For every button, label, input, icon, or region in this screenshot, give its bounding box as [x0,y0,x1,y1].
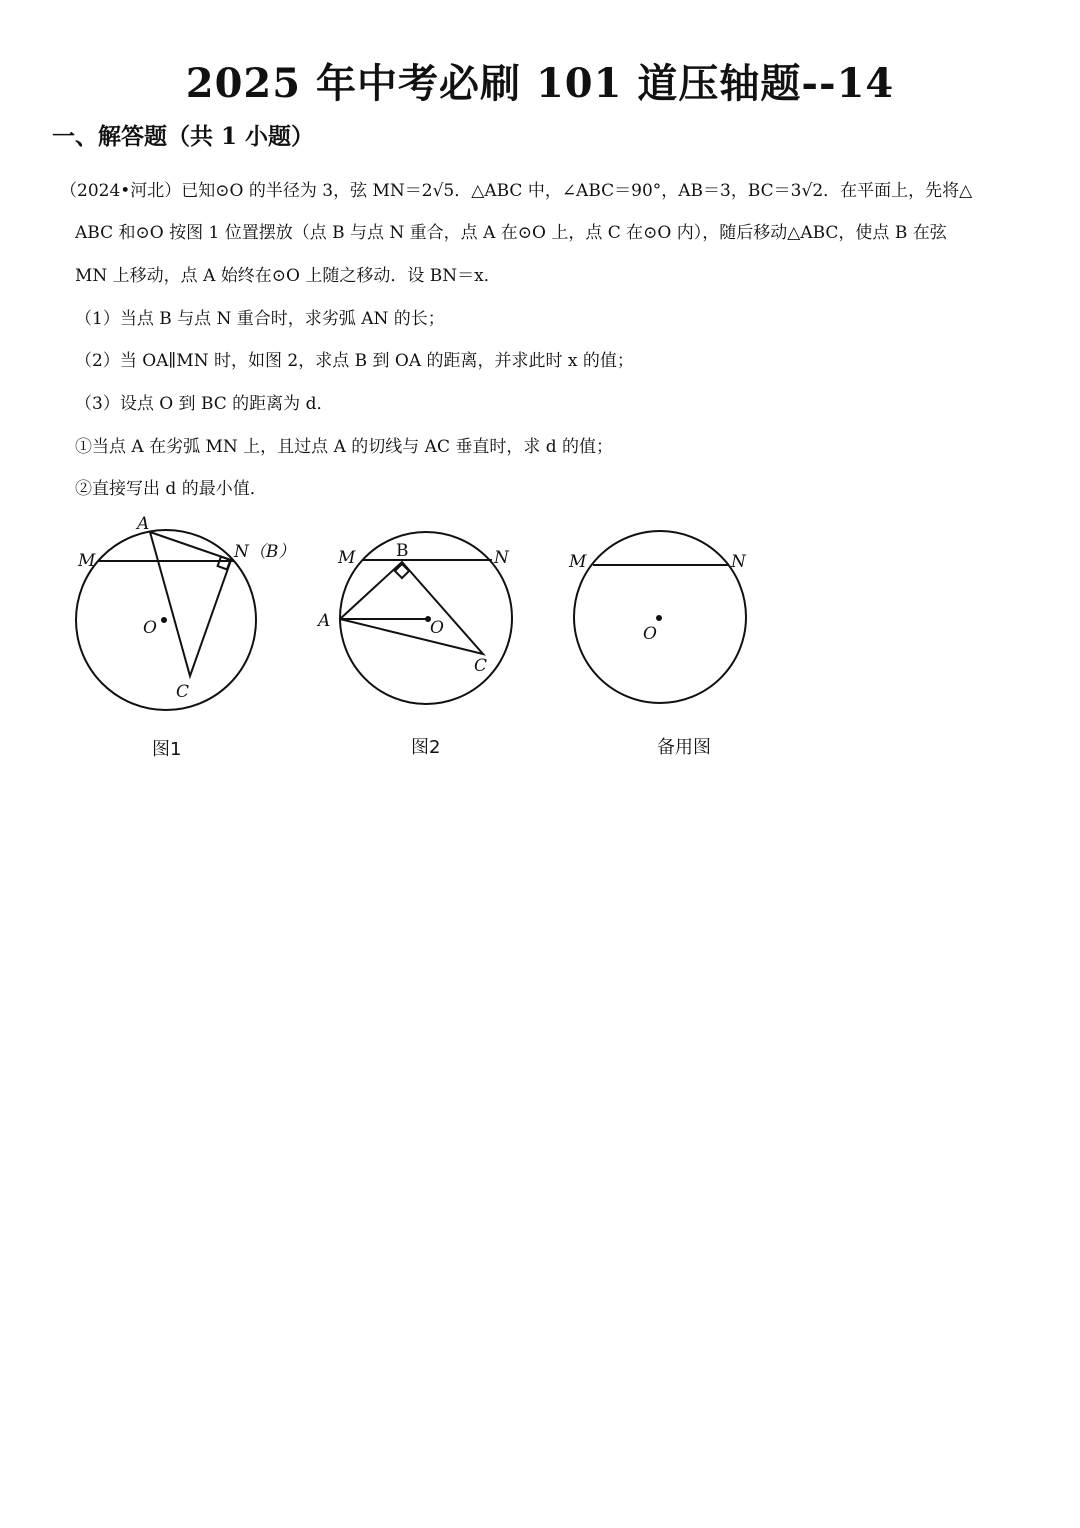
section-heading: 一、解答题（共 1 小题） [52,123,315,150]
fig1-right-angle [218,557,231,570]
question-3: （3）设点 O 到 BC 的距离为 d． [75,394,334,414]
fig3-center-dot [656,615,662,621]
fig2-triangle [340,562,483,654]
fig2-label-M: M [338,548,356,568]
fig2-label-O: O [430,618,444,638]
question-3a: ①当点 A 在劣弧 MN 上，且过点 A 的切线与 AC 垂直时，求 d 的值； [75,437,614,457]
page-title: 2025 年中考必刷 101 道压轴题--14 [185,60,895,107]
question-1: （1）当点 B 与点 N 重合时，求劣弧 AN 的长； [75,309,445,329]
problem-line-2: ABC 和⊙O 按图 1 位置摆放（点 B 与点 N 重合，点 A 在⊙O 上，点 C 在⊙O 内），随后移动△ABC，使点 B 在弦 [75,223,947,243]
problem-line-1: （2024•河北）已知⊙O 的半径为 3，弦 MN＝2√5．△ABC 中，∠ABC＝90°，AB＝3，BC＝3√2．在平面上，先将△ [60,181,973,201]
fig1-label-N: N（B） [234,542,296,562]
fig2-label-A: A [318,611,331,631]
fig1-caption: 图1 [152,739,182,760]
fig3-caption: 备用图 [657,737,711,758]
fig1-label-A: A [137,514,150,534]
fig1-center-dot [161,617,167,623]
fig3-label-M: M [569,552,587,572]
question-3b: ②直接写出 d 的最小值． [75,479,267,499]
fig1-label-O: O [143,618,157,638]
fig1-label-M: M [78,551,96,571]
fig1-label-C: C [176,682,190,702]
fig3-label-N: N [731,552,746,572]
fig2-label-C: C [474,656,488,676]
question-2: （2）当 OA∥MN 时，如图 2，求点 B 到 OA 的距离，并求此时 x 的值； [75,351,634,371]
fig3-label-O: O [643,624,657,644]
fig2-label-N: N [494,548,509,568]
fig2-caption: 图2 [411,737,441,758]
figures-diagram [0,505,1080,725]
fig1-triangle [150,532,231,676]
problem-line-3: MN 上移动，点 A 始终在⊙O 上随之移动．设 BN＝x． [75,266,501,286]
fig2-label-B: B [396,541,409,561]
